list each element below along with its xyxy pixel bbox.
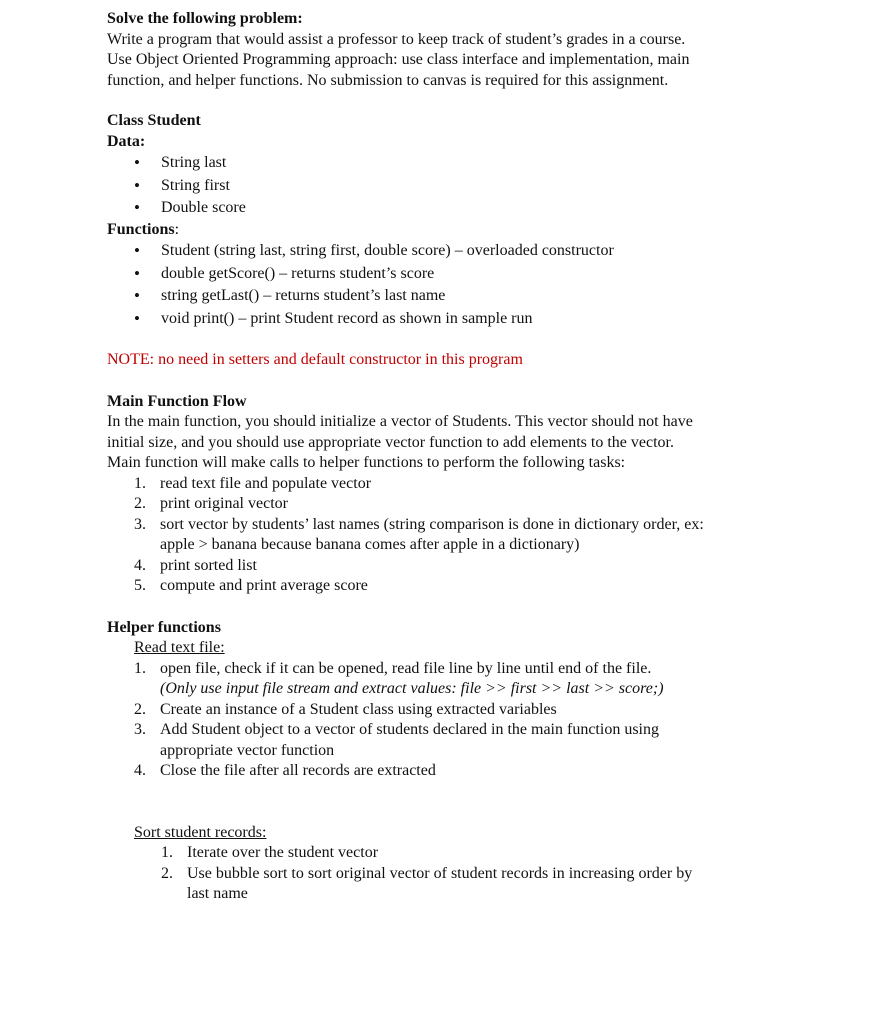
data-item: • String last bbox=[107, 152, 787, 175]
step-text: sort vector by students’ last names (string comparison is done in dictionary order, ex: bbox=[160, 515, 704, 533]
spacer bbox=[107, 782, 787, 823]
function-item: • string getLast() – returns student’s last name bbox=[107, 285, 787, 308]
read-file-title: Read text file: bbox=[134, 639, 225, 656]
intro-line-2: Use Object Oriented Programming approach: use class interface and implementation, main bbox=[107, 51, 690, 68]
step-italic-note: (Only use input file stream and extract values: file >> first >> last >> score;) bbox=[160, 680, 664, 697]
step-text: compute and print average score bbox=[160, 577, 368, 594]
main-flow-heading: Main Function Flow bbox=[107, 392, 247, 410]
sort-records-title: Sort student records: bbox=[134, 823, 267, 841]
step-number: 3. bbox=[134, 721, 146, 738]
spacer bbox=[107, 91, 787, 111]
class-student-heading: Class Student bbox=[107, 112, 201, 129]
step-number: 2. bbox=[134, 495, 146, 512]
step-number: 1. bbox=[134, 659, 146, 677]
spacer bbox=[107, 597, 787, 618]
data-list bbox=[107, 152, 787, 220]
main-flow-line-1: In the main function, you should initialize a vector of Students. This vector should not have bbox=[107, 413, 693, 430]
main-flow-line-2: initial size, and you should use appropriate vector function to add elements to the vector. bbox=[107, 433, 674, 451]
step-number: 4. bbox=[134, 762, 146, 779]
data-label: Data: bbox=[107, 132, 146, 150]
main-step bbox=[107, 576, 787, 597]
read-step bbox=[107, 700, 787, 721]
read-step bbox=[107, 659, 787, 700]
step-number: 5. bbox=[134, 577, 146, 594]
step-text: Iterate over the student vector bbox=[187, 844, 379, 861]
sort-step bbox=[107, 843, 787, 864]
data-item: • Double score bbox=[107, 197, 787, 220]
main-step bbox=[107, 494, 787, 515]
intro-line-1: Write a program that would assist a professor to keep track of student’s grades in a course. bbox=[107, 30, 686, 48]
read-steps-list bbox=[107, 659, 787, 782]
spacer bbox=[107, 330, 787, 350]
step-number: 1. bbox=[161, 844, 173, 861]
functions-label-line bbox=[107, 220, 787, 241]
step-text-cont: appropriate vector function bbox=[160, 741, 335, 759]
step-text: Close the file after all records are extracted bbox=[160, 762, 436, 779]
function-item: • Student (string last, string first, double score) – overloaded constructor bbox=[107, 240, 787, 263]
step-text: Add Student object to a vector of students declared in the main function using bbox=[160, 721, 659, 738]
main-steps-list bbox=[107, 474, 787, 597]
step-text: Use bubble sort to sort original vector of student records in increasing order by bbox=[187, 864, 693, 882]
step-number: 3. bbox=[134, 515, 146, 533]
step-text: print original vector bbox=[160, 495, 288, 512]
note-text: NOTE: no need in setters and default constructor in this program bbox=[107, 351, 523, 368]
step-number: 1. bbox=[134, 474, 146, 492]
helpers-heading: Helper functions bbox=[107, 618, 221, 636]
function-item: • void print() – print Student record as shown in sample run bbox=[107, 308, 787, 331]
sort-steps-list bbox=[107, 843, 787, 905]
intro-line-3: function, and helper functions. No submission to canvas is required for this assignment. bbox=[107, 71, 669, 89]
function-item: • double getScore() – returns student’s score bbox=[107, 263, 787, 286]
read-step bbox=[107, 720, 787, 761]
step-text-cont: last name bbox=[187, 885, 248, 902]
step-text-cont: apple > banana because banana comes after apple in a dictionary) bbox=[160, 536, 580, 553]
step-number: 4. bbox=[134, 556, 146, 574]
problem-heading: Solve the following problem: bbox=[107, 10, 303, 27]
step-text: read text file and populate vector bbox=[160, 474, 372, 492]
step-text: Create an instance of a Student class using extracted variables bbox=[160, 700, 557, 718]
document-page bbox=[107, 9, 787, 905]
main-step bbox=[107, 556, 787, 577]
data-item: • String first bbox=[107, 175, 787, 198]
read-step bbox=[107, 761, 787, 782]
functions-label: Functions bbox=[107, 220, 175, 238]
main-step bbox=[107, 515, 787, 556]
main-flow-line-3: Main function will make calls to helper functions to perform the following tasks: bbox=[107, 454, 626, 471]
step-number: 2. bbox=[161, 864, 173, 882]
step-number: 2. bbox=[134, 700, 146, 718]
functions-list bbox=[107, 240, 787, 330]
sort-step bbox=[107, 864, 787, 905]
step-text: open file, check if it can be opened, read file line by line until end of the file. bbox=[160, 659, 652, 677]
main-step bbox=[107, 474, 787, 495]
spacer bbox=[107, 371, 787, 392]
step-text: print sorted list bbox=[160, 556, 257, 574]
functions-colon: : bbox=[174, 220, 180, 238]
